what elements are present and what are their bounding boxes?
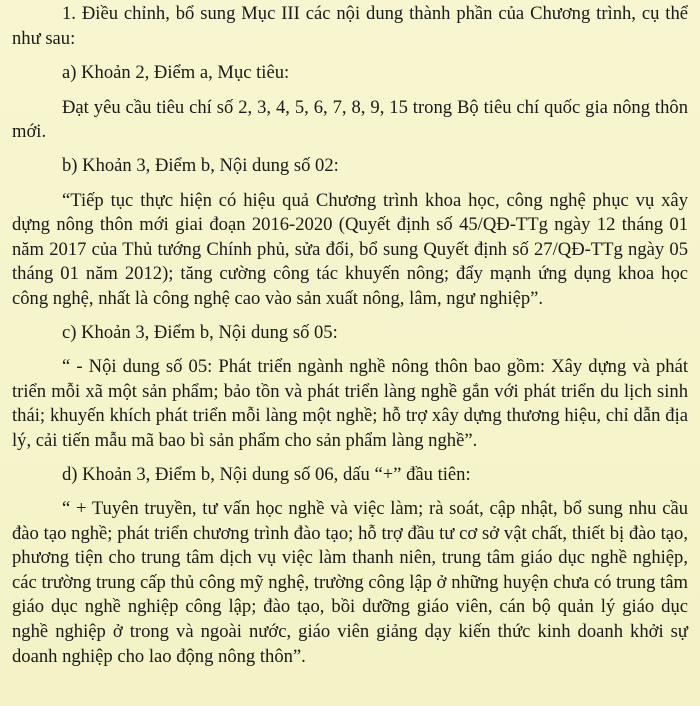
item-c-body: “ - Nội dung số 05: Phát triển ngành nghề nông thôn bao gồm: Xây dựng và phát triển mỗi xã một sản phẩm; bảo tồn và phát triển làng nghề gắn với phát triển du lịch sinh thái; khuyến khích phát triển mỗi làng một nghề; hỗ trợ xây dựng thương hiệu, chỉ dẫn địa lý, cải tiến mẫu mã bao bì sản phẩm cho sản phẩm làng nghề”. <box>12 356 688 451</box>
item-a-body: Đạt yêu cầu tiêu chí số 2, 3, 4, 5, 6, 7, 8, 9, 15 trong Bộ tiêu chí quốc gia nông thôn mới. <box>12 96 688 143</box>
item-b-body: “Tiếp tục thực hiện có hiệu quả Chương trình khoa học, công nghệ phục vụ xây dựng nông thôn mới giai đoạn 2016-2020 (Quyết định số 45/QĐ-TTg ngày 12 tháng 01 năm 2017 của Thủ tướng Chính phủ, sửa đổi, bổ sung Quyết định số 27/QĐ-TTg ngày 05 tháng 01 năm 2012); tăng cường công tác khuyến nông; đẩy mạnh ứng dụng khoa học công nghệ, nhất là công nghệ cao vào sản xuất nông, lâm, ngư nghiệp”. <box>12 189 688 309</box>
item-a-heading: a) Khoản 2, Điểm a, Mục tiêu: <box>62 62 290 84</box>
item-b-heading: b) Khoản 3, Điểm b, Nội dung số 02: <box>62 154 339 176</box>
item-c-heading: c) Khoản 3, Điểm b, Nội dung số 05: <box>62 321 338 343</box>
item-d-body: “ + Tuyên truyền, tư vấn học nghề và việc làm; rà soát, cập nhật, bổ sung nhu cầu đào tạo nghề; phát triển chương trình đào tạo; hỗ trợ đầu tư cơ sở vật chất, thiết bị đào tạo, phương tiện cho trung tâm dịch vụ việc làm thanh niên, trung tâm giáo dục nghề nghiệp, các trường trung cấp thủ công mỹ nghệ, trường công lập ở những huyện chưa có trung tâm giáo dục nghề nghiệp công lập; đào tạo, bồi dưỡng giáo viên, cán bộ quản lý giáo dục nghề nghiệp ở trong và ngoài nước, giáo viên giảng dạy kiến thức kinh doanh khởi sự doanh nghiệp cho lao động nông thôn”. <box>12 498 688 667</box>
section-heading: 1. Điều chỉnh, bổ sung Mục III các nội dung thành phần của Chương trình, cụ thể như sau: <box>12 3 688 49</box>
item-d-heading: d) Khoản 3, Điểm b, Nội dung số 06, dấu “+” đầu tiên: <box>62 463 471 485</box>
